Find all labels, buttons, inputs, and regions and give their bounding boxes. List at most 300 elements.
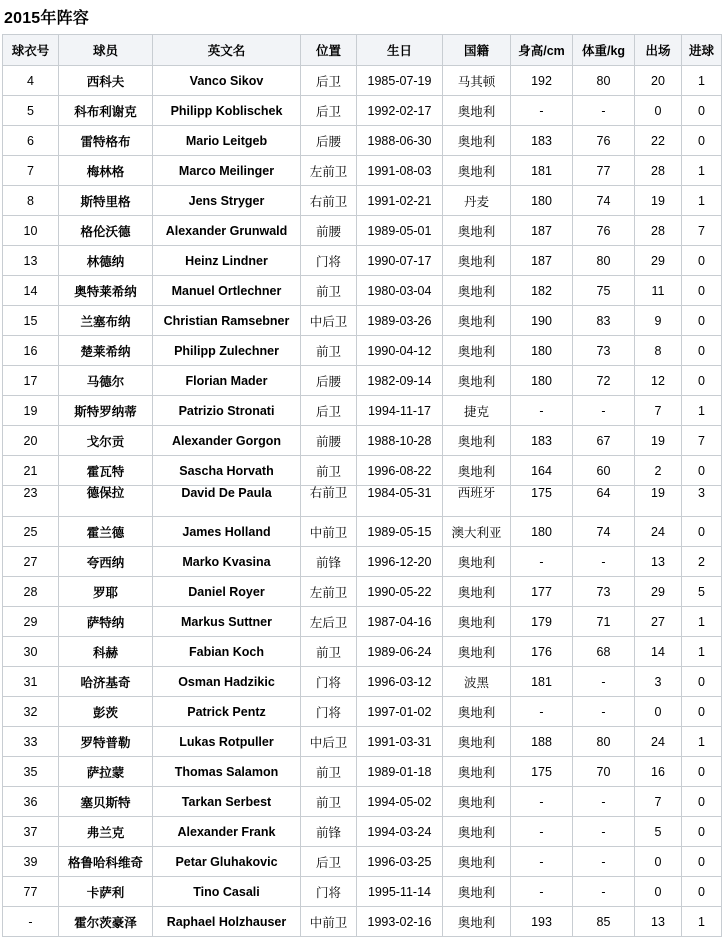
table-row	[3, 697, 722, 727]
cell-player: 哈济基奇	[59, 667, 153, 697]
cell-player: 格鲁哈科维奇	[59, 847, 153, 877]
cell-nationality: 奥地利	[443, 847, 511, 877]
cell-number: 19	[3, 396, 59, 426]
cell-weight: 74	[573, 517, 635, 547]
table-row	[3, 607, 722, 637]
cell-goals: 1	[682, 727, 722, 757]
cell-player: 雷特格布	[59, 126, 153, 156]
cell-appearances: 19	[635, 486, 682, 517]
cell-goals: 5	[682, 577, 722, 607]
cell-position: 前卫	[301, 456, 357, 486]
cell-nationality: 奥地利	[443, 817, 511, 847]
cell-english-name: Tino Casali	[153, 877, 301, 907]
cell-goals: 0	[682, 306, 722, 336]
cell-player: 斯特罗纳蒂	[59, 396, 153, 426]
cell-player: 马德尔	[59, 366, 153, 396]
cell-height: 179	[511, 607, 573, 637]
squad-table	[2, 34, 722, 937]
cell-weight: 76	[573, 216, 635, 246]
cell-position: 后卫	[301, 96, 357, 126]
cell-player: 奥特莱希纳	[59, 276, 153, 306]
cell-player: 霍瓦特	[59, 456, 153, 486]
column-header-number: 球衣号	[3, 35, 59, 66]
table-row	[3, 727, 722, 757]
cell-height: 180	[511, 366, 573, 396]
cell-appearances: 8	[635, 336, 682, 366]
cell-player: 科布利谢克	[59, 96, 153, 126]
cell-english-name: Philipp Zulechner	[153, 336, 301, 366]
cell-birthday: 1996-03-12	[357, 667, 443, 697]
cell-birthday: 1990-04-12	[357, 336, 443, 366]
cell-weight: 80	[573, 66, 635, 96]
cell-player: 楚莱希纳	[59, 336, 153, 366]
cell-nationality: 奥地利	[443, 547, 511, 577]
table-row	[3, 366, 722, 396]
cell-height: 193	[511, 907, 573, 937]
table-row	[3, 517, 722, 547]
cell-number: 14	[3, 276, 59, 306]
cell-player: 戈尔贡	[59, 426, 153, 456]
table-row	[3, 577, 722, 607]
cell-english-name: Patrizio Stronati	[153, 396, 301, 426]
table-header	[3, 35, 722, 66]
cell-english-name: Alexander Grunwald	[153, 216, 301, 246]
cell-number: 30	[3, 637, 59, 667]
header-row	[3, 35, 722, 66]
cell-birthday: 1988-06-30	[357, 126, 443, 156]
cell-player: 梅林格	[59, 156, 153, 186]
table-row	[3, 907, 722, 937]
cell-goals: 0	[682, 126, 722, 156]
cell-player: 林德纳	[59, 246, 153, 276]
cell-height: -	[511, 817, 573, 847]
cell-height: 180	[511, 517, 573, 547]
cell-nationality: 澳大利亚	[443, 517, 511, 547]
cell-nationality: 西班牙	[443, 486, 511, 517]
cell-number: 36	[3, 787, 59, 817]
cell-number: 20	[3, 426, 59, 456]
cell-weight: 73	[573, 336, 635, 366]
cell-appearances: 0	[635, 697, 682, 727]
cell-nationality: 波黑	[443, 667, 511, 697]
cell-goals: 0	[682, 366, 722, 396]
cell-number: 13	[3, 246, 59, 276]
cell-english-name: Petar Gluhakovic	[153, 847, 301, 877]
cell-height: -	[511, 547, 573, 577]
cell-english-name: David De Paula	[153, 486, 301, 517]
cell-position: 左前卫	[301, 577, 357, 607]
cell-number: 37	[3, 817, 59, 847]
cell-english-name: Markus Suttner	[153, 607, 301, 637]
cell-number: 17	[3, 366, 59, 396]
cell-number: -	[3, 907, 59, 937]
cell-english-name: Tarkan Serbest	[153, 787, 301, 817]
cell-weight: -	[573, 697, 635, 727]
cell-number: 4	[3, 66, 59, 96]
cell-player: 卡萨利	[59, 877, 153, 907]
cell-player: 萨特纳	[59, 607, 153, 637]
cell-weight: 77	[573, 156, 635, 186]
cell-goals: 0	[682, 276, 722, 306]
cell-english-name: Marco Meilinger	[153, 156, 301, 186]
cell-weight: -	[573, 817, 635, 847]
cell-height: 180	[511, 336, 573, 366]
table-row	[3, 637, 722, 667]
cell-height: 177	[511, 577, 573, 607]
cell-position: 门将	[301, 246, 357, 276]
cell-english-name: James Holland	[153, 517, 301, 547]
table-row	[3, 426, 722, 456]
cell-weight: 74	[573, 186, 635, 216]
squad-page	[0, 5, 723, 937]
cell-position: 右前卫	[301, 186, 357, 216]
cell-weight: 67	[573, 426, 635, 456]
cell-weight: 60	[573, 456, 635, 486]
cell-weight: 76	[573, 126, 635, 156]
column-header-appearances: 出场	[635, 35, 682, 66]
cell-number: 39	[3, 847, 59, 877]
cell-number: 6	[3, 126, 59, 156]
cell-height: 183	[511, 126, 573, 156]
cell-birthday: 1996-12-20	[357, 547, 443, 577]
cell-birthday: 1987-04-16	[357, 607, 443, 637]
cell-english-name: Marko Kvasina	[153, 547, 301, 577]
cell-position: 右前卫	[301, 486, 357, 517]
cell-birthday: 1988-10-28	[357, 426, 443, 456]
cell-position: 中后卫	[301, 306, 357, 336]
cell-birthday: 1994-05-02	[357, 787, 443, 817]
cell-height: 176	[511, 637, 573, 667]
cell-weight: 75	[573, 276, 635, 306]
cell-position: 前卫	[301, 637, 357, 667]
cell-appearances: 11	[635, 276, 682, 306]
cell-weight: 71	[573, 607, 635, 637]
cell-position: 后卫	[301, 396, 357, 426]
cell-english-name: Osman Hadzikic	[153, 667, 301, 697]
cell-nationality: 奥地利	[443, 156, 511, 186]
cell-position: 中前卫	[301, 517, 357, 547]
cell-number: 35	[3, 757, 59, 787]
cell-position: 前卫	[301, 787, 357, 817]
cell-birthday: 1994-11-17	[357, 396, 443, 426]
table-row	[3, 847, 722, 877]
cell-appearances: 20	[635, 66, 682, 96]
cell-player: 霍尔茨豪泽	[59, 907, 153, 937]
cell-position: 后卫	[301, 66, 357, 96]
cell-birthday: 1989-05-15	[357, 517, 443, 547]
cell-appearances: 27	[635, 607, 682, 637]
cell-appearances: 0	[635, 96, 682, 126]
cell-english-name: Alexander Gorgon	[153, 426, 301, 456]
table-row	[3, 547, 722, 577]
cell-position: 前卫	[301, 336, 357, 366]
cell-height: 181	[511, 667, 573, 697]
cell-position: 门将	[301, 877, 357, 907]
cell-appearances: 13	[635, 547, 682, 577]
cell-goals: 0	[682, 246, 722, 276]
cell-birthday: 1997-01-02	[357, 697, 443, 727]
cell-position: 左前卫	[301, 156, 357, 186]
cell-position: 前卫	[301, 757, 357, 787]
table-row	[3, 216, 722, 246]
cell-height: 181	[511, 156, 573, 186]
cell-weight: 80	[573, 727, 635, 757]
cell-birthday: 1991-02-21	[357, 186, 443, 216]
cell-goals: 1	[682, 607, 722, 637]
cell-player: 罗特普勒	[59, 727, 153, 757]
cell-weight: 68	[573, 637, 635, 667]
cell-goals: 0	[682, 456, 722, 486]
cell-nationality: 奥地利	[443, 126, 511, 156]
column-header-height: 身高/cm	[511, 35, 573, 66]
table-row	[3, 396, 722, 426]
cell-player: 科赫	[59, 637, 153, 667]
cell-birthday: 1980-03-04	[357, 276, 443, 306]
column-header-weight: 体重/kg	[573, 35, 635, 66]
cell-height: -	[511, 697, 573, 727]
cell-height: 183	[511, 426, 573, 456]
cell-appearances: 14	[635, 637, 682, 667]
cell-number: 33	[3, 727, 59, 757]
cell-height: 188	[511, 727, 573, 757]
cell-position: 后腰	[301, 366, 357, 396]
cell-nationality: 奥地利	[443, 727, 511, 757]
cell-number: 7	[3, 156, 59, 186]
cell-nationality: 奥地利	[443, 366, 511, 396]
cell-height: 164	[511, 456, 573, 486]
cell-weight: 70	[573, 757, 635, 787]
cell-appearances: 2	[635, 456, 682, 486]
cell-appearances: 5	[635, 817, 682, 847]
cell-nationality: 奥地利	[443, 456, 511, 486]
cell-nationality: 奥地利	[443, 757, 511, 787]
cell-appearances: 7	[635, 396, 682, 426]
cell-height: -	[511, 396, 573, 426]
cell-goals: 3	[682, 486, 722, 517]
cell-english-name: Mario Leitgeb	[153, 126, 301, 156]
cell-height: 180	[511, 186, 573, 216]
cell-english-name: Daniel Royer	[153, 577, 301, 607]
cell-english-name: Fabian Koch	[153, 637, 301, 667]
cell-birthday: 1992-02-17	[357, 96, 443, 126]
cell-nationality: 丹麦	[443, 186, 511, 216]
cell-number: 27	[3, 547, 59, 577]
column-header-goals: 进球	[682, 35, 722, 66]
cell-birthday: 1990-07-17	[357, 246, 443, 276]
cell-player: 萨拉蒙	[59, 757, 153, 787]
cell-goals: 1	[682, 66, 722, 96]
cell-goals: 0	[682, 517, 722, 547]
cell-weight: 64	[573, 486, 635, 517]
column-header-player: 球员	[59, 35, 153, 66]
cell-birthday: 1985-07-19	[357, 66, 443, 96]
cell-english-name: Raphael Holzhauser	[153, 907, 301, 937]
table-row	[3, 877, 722, 907]
cell-number: 25	[3, 517, 59, 547]
cell-height: 187	[511, 246, 573, 276]
cell-player: 格伦沃德	[59, 216, 153, 246]
cell-appearances: 16	[635, 757, 682, 787]
cell-weight: -	[573, 847, 635, 877]
cell-number: 23	[3, 486, 59, 517]
cell-number: 16	[3, 336, 59, 366]
cell-height: 190	[511, 306, 573, 336]
cell-position: 前腰	[301, 426, 357, 456]
cell-appearances: 28	[635, 216, 682, 246]
cell-english-name: Jens Stryger	[153, 186, 301, 216]
cell-appearances: 22	[635, 126, 682, 156]
cell-nationality: 奥地利	[443, 306, 511, 336]
cell-nationality: 奥地利	[443, 276, 511, 306]
table-row	[3, 126, 722, 156]
cell-weight: -	[573, 667, 635, 697]
column-header-nationality: 国籍	[443, 35, 511, 66]
cell-number: 32	[3, 697, 59, 727]
cell-goals: 2	[682, 547, 722, 577]
cell-birthday: 1989-03-26	[357, 306, 443, 336]
cell-position: 门将	[301, 667, 357, 697]
cell-number: 15	[3, 306, 59, 336]
cell-weight: -	[573, 396, 635, 426]
column-header-birthday: 生日	[357, 35, 443, 66]
cell-english-name: Vanco Sikov	[153, 66, 301, 96]
cell-appearances: 9	[635, 306, 682, 336]
cell-nationality: 奥地利	[443, 877, 511, 907]
cell-goals: 0	[682, 817, 722, 847]
cell-goals: 0	[682, 787, 722, 817]
cell-appearances: 29	[635, 577, 682, 607]
cell-nationality: 奥地利	[443, 907, 511, 937]
cell-nationality: 奥地利	[443, 787, 511, 817]
cell-player: 霍兰德	[59, 517, 153, 547]
column-header-position: 位置	[301, 35, 357, 66]
cell-goals: 1	[682, 637, 722, 667]
cell-weight: -	[573, 96, 635, 126]
table-row	[3, 817, 722, 847]
cell-goals: 7	[682, 216, 722, 246]
cell-birthday: 1991-08-03	[357, 156, 443, 186]
cell-nationality: 奥地利	[443, 336, 511, 366]
cell-player: 夸西纳	[59, 547, 153, 577]
table-row	[3, 96, 722, 126]
cell-appearances: 29	[635, 246, 682, 276]
cell-appearances: 0	[635, 847, 682, 877]
cell-height: -	[511, 787, 573, 817]
cell-position: 前卫	[301, 276, 357, 306]
cell-nationality: 马其顿	[443, 66, 511, 96]
cell-birthday: 1993-02-16	[357, 907, 443, 937]
cell-birthday: 1991-03-31	[357, 727, 443, 757]
cell-appearances: 24	[635, 727, 682, 757]
cell-nationality: 奥地利	[443, 426, 511, 456]
cell-english-name: Heinz Lindner	[153, 246, 301, 276]
cell-position: 前腰	[301, 216, 357, 246]
cell-nationality: 奥地利	[443, 96, 511, 126]
cell-height: -	[511, 847, 573, 877]
cell-weight: -	[573, 787, 635, 817]
cell-english-name: Philipp Koblischek	[153, 96, 301, 126]
table-row	[3, 66, 722, 96]
cell-weight: 83	[573, 306, 635, 336]
cell-nationality: 奥地利	[443, 246, 511, 276]
cell-height: 182	[511, 276, 573, 306]
table-row	[3, 186, 722, 216]
cell-appearances: 13	[635, 907, 682, 937]
cell-number: 21	[3, 456, 59, 486]
cell-birthday: 1984-05-31	[357, 486, 443, 517]
cell-position: 前锋	[301, 817, 357, 847]
cell-english-name: Florian Mader	[153, 366, 301, 396]
cell-nationality: 奥地利	[443, 697, 511, 727]
cell-nationality: 奥地利	[443, 637, 511, 667]
table-row	[3, 667, 722, 697]
cell-goals: 0	[682, 847, 722, 877]
cell-player: 德保拉	[59, 486, 153, 517]
table-row	[3, 456, 722, 486]
cell-number: 28	[3, 577, 59, 607]
cell-number: 29	[3, 607, 59, 637]
cell-position: 中前卫	[301, 907, 357, 937]
table-body	[3, 66, 722, 937]
cell-goals: 0	[682, 877, 722, 907]
table-row	[3, 757, 722, 787]
cell-birthday: 1989-01-18	[357, 757, 443, 787]
cell-birthday: 1990-05-22	[357, 577, 443, 607]
cell-player: 塞贝斯特	[59, 787, 153, 817]
cell-player: 西科夫	[59, 66, 153, 96]
cell-weight: 72	[573, 366, 635, 396]
cell-weight: 80	[573, 246, 635, 276]
cell-height: 175	[511, 486, 573, 517]
cell-appearances: 28	[635, 156, 682, 186]
cell-birthday: 1989-05-01	[357, 216, 443, 246]
cell-birthday: 1995-11-14	[357, 877, 443, 907]
cell-birthday: 1994-03-24	[357, 817, 443, 847]
cell-goals: 0	[682, 96, 722, 126]
cell-birthday: 1996-03-25	[357, 847, 443, 877]
table-row	[3, 156, 722, 186]
cell-number: 5	[3, 96, 59, 126]
cell-height: 187	[511, 216, 573, 246]
cell-player: 弗兰克	[59, 817, 153, 847]
cell-number: 8	[3, 186, 59, 216]
cell-nationality: 奥地利	[443, 607, 511, 637]
cell-appearances: 7	[635, 787, 682, 817]
table-row	[3, 306, 722, 336]
cell-position: 左后卫	[301, 607, 357, 637]
cell-height: -	[511, 96, 573, 126]
table-row	[3, 246, 722, 276]
cell-height: 192	[511, 66, 573, 96]
cell-player: 彭茨	[59, 697, 153, 727]
table-row	[3, 486, 722, 517]
cell-number: 77	[3, 877, 59, 907]
cell-english-name: Alexander Frank	[153, 817, 301, 847]
cell-appearances: 19	[635, 186, 682, 216]
cell-height: 175	[511, 757, 573, 787]
cell-weight: 85	[573, 907, 635, 937]
cell-goals: 0	[682, 667, 722, 697]
cell-appearances: 3	[635, 667, 682, 697]
cell-player: 兰塞布纳	[59, 306, 153, 336]
table-row	[3, 276, 722, 306]
table-row	[3, 787, 722, 817]
cell-goals: 1	[682, 156, 722, 186]
cell-appearances: 24	[635, 517, 682, 547]
cell-goals: 1	[682, 907, 722, 937]
cell-goals: 0	[682, 336, 722, 366]
cell-goals: 0	[682, 757, 722, 787]
